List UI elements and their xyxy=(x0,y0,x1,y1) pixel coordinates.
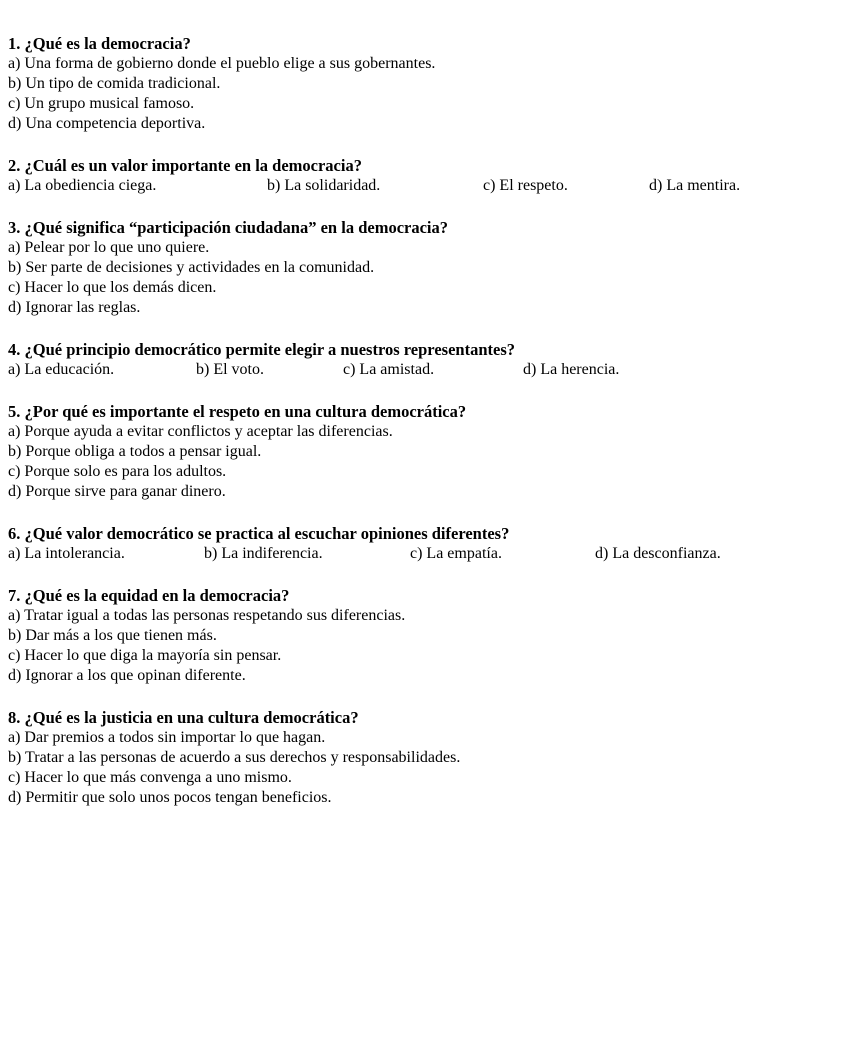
question-1 xyxy=(8,33,848,134)
option-a: a) La obediencia ciega. xyxy=(8,177,157,194)
option-a: a) Pelear por lo que uno quiere. xyxy=(8,239,210,256)
quiz-document xyxy=(8,33,848,829)
option-c: c) Hacer lo que diga la mayoría sin pensar. xyxy=(8,647,282,664)
option-b: b) Un tipo de comida tradicional. xyxy=(8,75,221,92)
option-b: b) Ser parte de decisiones y actividades en la comunidad. xyxy=(8,259,375,276)
option-c: c) La empatía. xyxy=(410,545,502,562)
question-title: 8. ¿Qué es la justicia en una cultura democrática? xyxy=(8,708,359,727)
option-c: c) Un grupo musical famoso. xyxy=(8,95,195,112)
question-title: 1. ¿Qué es la democracia? xyxy=(8,34,191,53)
question-title: 4. ¿Qué principio democrático permite elegir a nuestros representantes? xyxy=(8,340,515,359)
option-d: d) La mentira. xyxy=(649,177,741,194)
question-title: 2. ¿Cuál es un valor importante en la democracia? xyxy=(8,156,362,175)
option-d: d) Permitir que solo unos pocos tengan beneficios. xyxy=(8,789,332,806)
option-d: d) Ignorar las reglas. xyxy=(8,299,141,316)
question-6 xyxy=(8,523,848,564)
option-d: d) La herencia. xyxy=(523,361,620,378)
options-row xyxy=(8,544,848,564)
option-a: a) La intolerancia. xyxy=(8,545,125,562)
option-b: b) Dar más a los que tienen más. xyxy=(8,627,217,644)
option-d: d) Ignorar a los que opinan diferente. xyxy=(8,667,246,684)
option-b: b) El voto. xyxy=(196,361,264,378)
option-a: a) Dar premios a todos sin importar lo que hagan. xyxy=(8,729,326,746)
option-b: b) Tratar a las personas de acuerdo a sus derechos y responsabilidades. xyxy=(8,749,461,766)
question-title: 5. ¿Por qué es importante el respeto en una cultura democrática? xyxy=(8,402,467,421)
question-title: 6. ¿Qué valor democrático se practica al escuchar opiniones diferentes? xyxy=(8,524,510,543)
question-4 xyxy=(8,339,848,380)
options-row xyxy=(8,360,848,380)
option-b: b) La indiferencia. xyxy=(204,545,323,562)
option-b: b) La solidaridad. xyxy=(267,177,381,194)
question-3 xyxy=(8,217,848,318)
option-c: c) Porque solo es para los adultos. xyxy=(8,463,227,480)
question-title: 3. ¿Qué significa “participación ciudadana” en la democracia? xyxy=(8,218,448,237)
option-d: d) Una competencia deportiva. xyxy=(8,115,206,132)
option-a: a) Porque ayuda a evitar conflictos y aceptar las diferencias. xyxy=(8,423,393,440)
option-a: a) La educación. xyxy=(8,361,115,378)
option-b: b) Porque obliga a todos a pensar igual. xyxy=(8,443,262,460)
option-c: c) La amistad. xyxy=(343,361,435,378)
question-7 xyxy=(8,585,848,686)
question-2 xyxy=(8,155,848,196)
option-a: a) Tratar igual a todas las personas respetando sus diferencias. xyxy=(8,607,406,624)
question-5 xyxy=(8,401,848,502)
question-title: 7. ¿Qué es la equidad en la democracia? xyxy=(8,586,290,605)
option-c: c) El respeto. xyxy=(483,177,568,194)
question-8 xyxy=(8,707,848,808)
option-d: d) La desconfianza. xyxy=(595,545,721,562)
option-c: c) Hacer lo que más convenga a uno mismo. xyxy=(8,769,292,786)
option-c: c) Hacer lo que los demás dicen. xyxy=(8,279,217,296)
options-row xyxy=(8,176,848,196)
option-d: d) Porque sirve para ganar dinero. xyxy=(8,483,226,500)
option-a: a) Una forma de gobierno donde el pueblo elige a sus gobernantes. xyxy=(8,55,436,72)
